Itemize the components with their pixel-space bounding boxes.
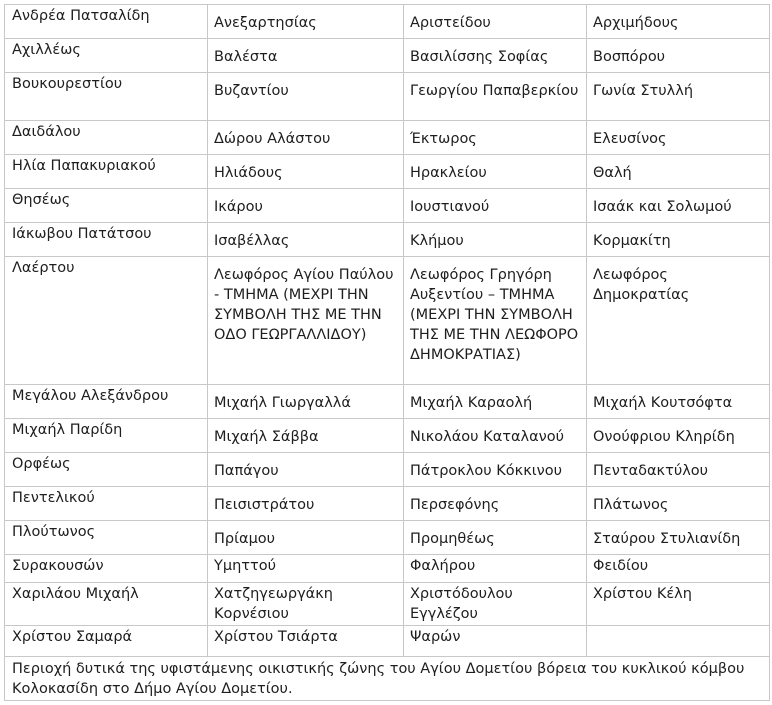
table-cell: Θαλή — [587, 155, 770, 189]
table-cell: Πενταδακτύλου — [587, 453, 770, 487]
table-cell: Χριστόδουλου Εγγλέζου — [404, 583, 587, 626]
table-cell: Βοσπόρου — [587, 39, 770, 73]
table-cell: Σταύρου Στυλιανίδη — [587, 521, 770, 555]
table-cell: Κορμακίτη — [587, 223, 770, 257]
table-cell: Υμηττού — [208, 555, 404, 583]
table-row — [5, 189, 770, 223]
table-cell: Μιχαήλ Παρίδη — [5, 419, 208, 453]
table-cell: Αριστείδου — [404, 5, 587, 39]
table-cell: Ηρακλείου — [404, 155, 587, 189]
table-cell: Πεντελικού — [5, 487, 208, 521]
table-cell: Ηλιάδους — [208, 155, 404, 189]
table-row — [5, 39, 770, 73]
table-cell: Ισαβέλλας — [208, 223, 404, 257]
table-row — [5, 657, 770, 701]
table-cell: Κλήμου — [404, 223, 587, 257]
table-cell: Γωνία Στυλλή — [587, 73, 770, 121]
table-cell: Χρίστου Σαμαρά — [5, 626, 208, 657]
table-cell: Ανδρέα Πατσαλίδη — [5, 5, 208, 39]
table-row — [5, 257, 770, 385]
table-row — [5, 626, 770, 657]
table-cell: Νικολάου Καταλανού — [404, 419, 587, 453]
table-cell: Βασιλίσσης Σοφίας — [404, 39, 587, 73]
table-cell: Ιάκωβου Πατάτσου — [5, 223, 208, 257]
table-cell: Ονούφριου Κληρίδη — [587, 419, 770, 453]
table-cell: Φειδίου — [587, 555, 770, 583]
table-cell: Ορφέως — [5, 453, 208, 487]
street-names-table — [4, 4, 770, 701]
table-cell: Δαιδάλου — [5, 121, 208, 155]
table-cell: Έκτωρος — [404, 121, 587, 155]
table-cell: Ηλία Παπακυριακού — [5, 155, 208, 189]
table-cell: Θησέως — [5, 189, 208, 223]
table-cell: Προμηθέως — [404, 521, 587, 555]
table-cell: Μιχαήλ Καραολή — [404, 385, 587, 419]
table-row — [5, 555, 770, 583]
table-cell: Βουκουρεστίου — [5, 73, 208, 121]
table-cell: Μιχαήλ Σάββα — [208, 419, 404, 453]
table-row — [5, 583, 770, 626]
table-cell: Μιχαήλ Γιωργαλλά — [208, 385, 404, 419]
table-cell: Λεωφόρος Δημοκρατίας — [587, 257, 770, 385]
table-cell: Φαλήρου — [404, 555, 587, 583]
table-cell: Αρχιμήδους — [587, 5, 770, 39]
table-cell — [587, 626, 770, 657]
table-cell: Ελευσίνος — [587, 121, 770, 155]
table-row — [5, 73, 770, 121]
table-cell: Αχιλλέως — [5, 39, 208, 73]
table-row — [5, 385, 770, 419]
table-row — [5, 453, 770, 487]
table-cell: Χρίστου Κέλη — [587, 583, 770, 626]
table-cell: Πρίαμου — [208, 521, 404, 555]
table-cell: Ισαάκ και Σολωμού — [587, 189, 770, 223]
table-cell: Ψαρών — [404, 626, 587, 657]
table-cell: Συρακουσών — [5, 555, 208, 583]
table-cell: Ικάρου — [208, 189, 404, 223]
table-cell: Βυζαντίου — [208, 73, 404, 121]
table-cell: Παπάγου — [208, 453, 404, 487]
table-note: Περιοχή δυτικά της υφιστάμενης οικιστικής ζώνης του Αγίου Δομετίου βόρεια του κυκλικού κόμβου Κολοκασίδη στο Δήμο Αγίου Δομετίου. — [5, 657, 770, 701]
table-cell: Μιχαήλ Κουτσόφτα — [587, 385, 770, 419]
table-row — [5, 487, 770, 521]
table-cell: Πλούτωνος — [5, 521, 208, 555]
table-body — [5, 5, 770, 701]
table-cell: Ιουστιανού — [404, 189, 587, 223]
table-row — [5, 419, 770, 453]
table-row — [5, 223, 770, 257]
table-cell: Ανεξαρτησίας — [208, 5, 404, 39]
table-cell: Χρίστου Τσιάρτα — [208, 626, 404, 657]
table-cell: Πεισιστράτου — [208, 487, 404, 521]
table-cell: Πάτροκλου Κόκκινου — [404, 453, 587, 487]
table-cell: Λεωφόρος Γρηγόρη Αυξεντίου – ΤΜΗΜΑ (ΜΕΧΡΙ ΤΗΝ ΣΥΜΒΟΛΗ ΤΗΣ ΜΕ ΤΗΝ ΛΕΩΦΟΡΟ ΔΗΜΟΚΡΑΤΙΑΣ) — [404, 257, 587, 385]
table-row — [5, 155, 770, 189]
table-cell: Λαέρτου — [5, 257, 208, 385]
table-cell: Χατζηγεωργάκη Κορνέσιου — [208, 583, 404, 626]
table-cell: Δώρου Αλάστου — [208, 121, 404, 155]
table-cell: Λεωφόρος Αγίου Παύλου - ΤΜΗΜΑ (ΜΕΧΡΙ ΤΗΝ ΣΥΜΒΟΛΗ ΤΗΣ ΜΕ ΤΗΝ ΟΔΟ ΓΕΩΡΓΑΛΛΙΔΟΥ) — [208, 257, 404, 385]
table-row — [5, 5, 770, 39]
table-cell: Χαριλάου Μιχαήλ — [5, 583, 208, 626]
table-row — [5, 121, 770, 155]
table-cell: Βαλέστα — [208, 39, 404, 73]
table-cell: Μεγάλου Αλεξάνδρου — [5, 385, 208, 419]
table-cell: Γεωργίου Παπαβερκίου — [404, 73, 587, 121]
table-cell: Πλάτωνος — [587, 487, 770, 521]
table-row — [5, 521, 770, 555]
table-cell: Περσεφόνης — [404, 487, 587, 521]
